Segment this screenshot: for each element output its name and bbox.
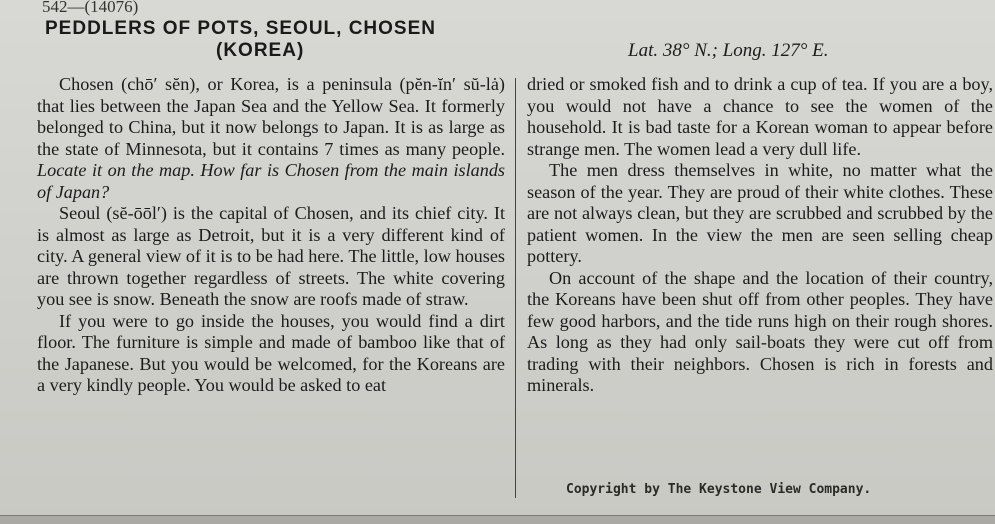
right-column <box>527 74 993 397</box>
intro-text: Chosen (chō′ sĕn), or Korea, is a peninsula (pĕn-ĭn′ sŭ-lȧ) that lies between the Japan Sea and the Yellow Sea. It formerly belonged to China, but it now belongs to Japan. It is as large as the state of Minnesota, but it contains 7 times as many people. <box>37 74 505 159</box>
coordinates: Lat. 38° N.; Long. 127° E. <box>628 40 829 61</box>
paragraph-intro <box>37 74 505 203</box>
catalog-number: 542—(14076) <box>42 0 139 16</box>
column-divider <box>515 78 516 498</box>
page-title: PEDDLERS OF POTS, SEOUL, CHOSEN <box>45 18 436 39</box>
paragraph-women: dried or smoked fish and to drink a cup of tea. If you are a boy, you would not have a chance to see the women of the household. It is bad taste for a Korean woman to appear before strange men. The women lead a very dull life. <box>527 74 993 159</box>
paragraph-men: The men dress themselves in white, no matter what the season of the year. They are proud of their white clothes. These are not always clean, but they are scrubbed and scrubbed by the patient women. In the view the men are seen selling cheap pottery. <box>527 160 993 266</box>
copyright-notice: Copyright by The Keystone View Company. <box>566 482 872 497</box>
intro-question: Locate it on the map. How far is Chosen from the main islands of Japan? <box>37 160 505 202</box>
paragraph-seoul: Seoul (sĕ-ōōl′) is the capital of Chosen, and its chief city. It is almost as large as Detroit, but it is a very different kind of city. A general view of it is to be had here. The little, low houses are thrown together regardless of streets. The white covering you see is snow. Beneath the snow are roofs made of straw. <box>37 203 505 309</box>
paragraph-houses: If you were to go inside the houses, you would find a dirt floor. The furniture is simple and made of bamboo like that of the Japanese. But you would be welcomed, for the Koreans are a very kindly people. You would be asked to eat <box>37 310 505 395</box>
page-subtitle: (KOREA) <box>216 40 305 61</box>
paragraph-location: On account of the shape and the location of their country, the Koreans have been shut off from other peoples. They have few good harbors, and the tide runs high on their rough shores. As long as they had only sail-boats they were cut off from trading with their neighbors. Chosen is rich in forests and minerals. <box>527 267 993 395</box>
left-column <box>37 74 505 397</box>
